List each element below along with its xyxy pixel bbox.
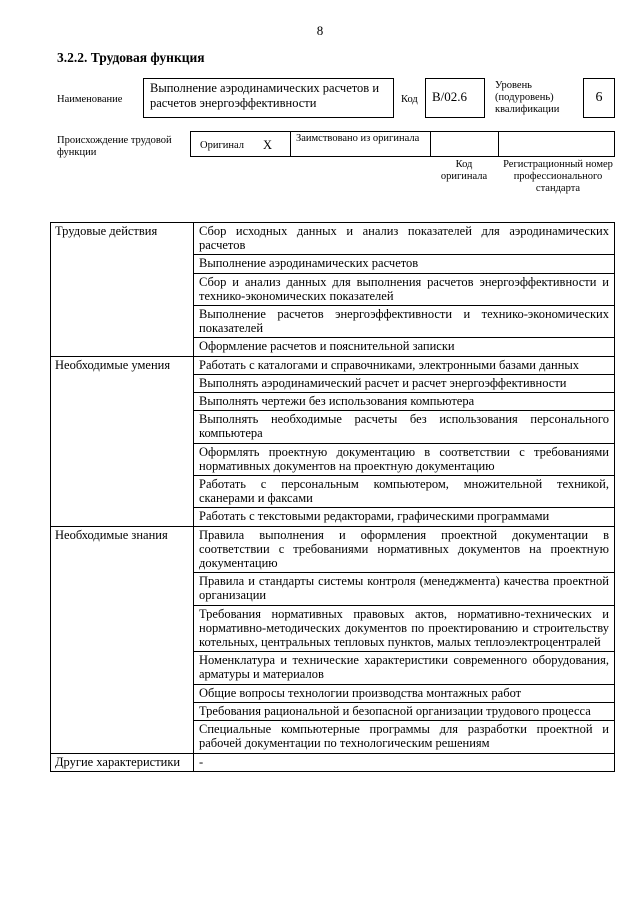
item-cell: Работать с каталогами и справочниками, электронными базами данных [194,356,615,374]
name-label: Наименование [57,94,123,105]
item-cell: Работать с текстовыми редакторами, графическими программами [194,508,615,526]
qualification-level-box [583,78,615,118]
origin-row [190,131,615,157]
original-mark: X [263,138,273,152]
item-cell: Выполнять аэродинамический расчет и расчет энергоэффективности [194,374,615,392]
registration-number-cell [499,132,616,156]
function-details-body [51,223,615,772]
category-cell: Необходимые знания [51,526,194,753]
item-cell: Выполнение аэродинамических расчетов [194,255,615,273]
original-code-caption: Код оригинала [440,159,488,182]
registration-number-caption: Регистрационный номер профессионального стандарта [503,159,613,194]
item-cell: Правила и стандарты системы контроля (менеджмента) качества проектной организации [194,573,615,605]
borrowed-cell [291,132,431,156]
original-label: Оригинал [200,140,244,151]
table-row [51,526,615,573]
category-cell: Трудовые действия [51,223,194,357]
page-number: 8 [316,23,324,38]
table-row [51,223,615,255]
item-cell: Выполнять необходимые расчеты без использования персонального компьютера [194,411,615,443]
item-cell: Требования нормативных правовых актов, нормативно-технических и нормативно-методических документов по проектированию и строительству котельных, центральных тепловых пунктов, малых теплоэлектроцентралей [194,605,615,652]
item-cell: Оформление расчетов и пояснительной записки [194,338,615,356]
function-details-table [50,222,615,772]
category-cell: Необходимые умения [51,356,194,526]
origin-label: Происхождение трудовой функции [57,135,172,158]
item-cell: Оформлять проектную документацию в соответствии с требованиями нормативных документов на проектную документацию [194,443,615,475]
item-cell: Сбор исходных данных и анализ показателей для аэродинамических расчетов [194,223,615,255]
item-cell: Специальные компьютерные программы для разработки проектной и рабочей документации по технологическим решениям [194,721,615,753]
item-cell: - [194,753,615,771]
item-cell: Выполнять чертежи без использования компьютера [194,393,615,411]
qualification-level-label: Уровень (подуровень) квалификации [495,80,560,115]
qualification-level-value: 6 [595,90,603,105]
item-cell: Номенклатура и технические характеристики современного оборудования, арматуры и материалов [194,652,615,684]
item-cell: Сбор и анализ данных для выполнения расчетов энергоэффективности и технико-экономических показателей [194,273,615,305]
function-name-box [143,78,394,118]
item-cell: Правила выполнения и оформления проектной документации в соответствии с требованиями нормативных документов на проектную документацию [194,526,615,573]
item-cell: Требования рациональной и безопасной организации трудового процесса [194,702,615,720]
item-cell: Общие вопросы технологии производства монтажных работ [194,684,615,702]
code-box [425,78,485,118]
original-code-cell [431,132,499,156]
function-name-value: Выполнение аэродинамических расчетов и расчетов энергоэффективности [150,81,380,110]
category-cell: Другие характеристики [51,753,194,771]
item-cell: Выполнение расчетов энергоэффективности и технико-экономических показателей [194,306,615,338]
table-row [51,356,615,374]
original-cell [191,132,291,156]
table-row [51,753,615,771]
borrowed-label: Заимствовано из оригинала [296,133,420,144]
code-value: B/02.6 [432,89,468,104]
code-label: Код [401,94,418,105]
section-heading: 3.2.2. Трудовая функция [57,50,205,65]
item-cell: Работать с персональным компьютером, множительной техникой, сканерами и факсами [194,476,615,508]
